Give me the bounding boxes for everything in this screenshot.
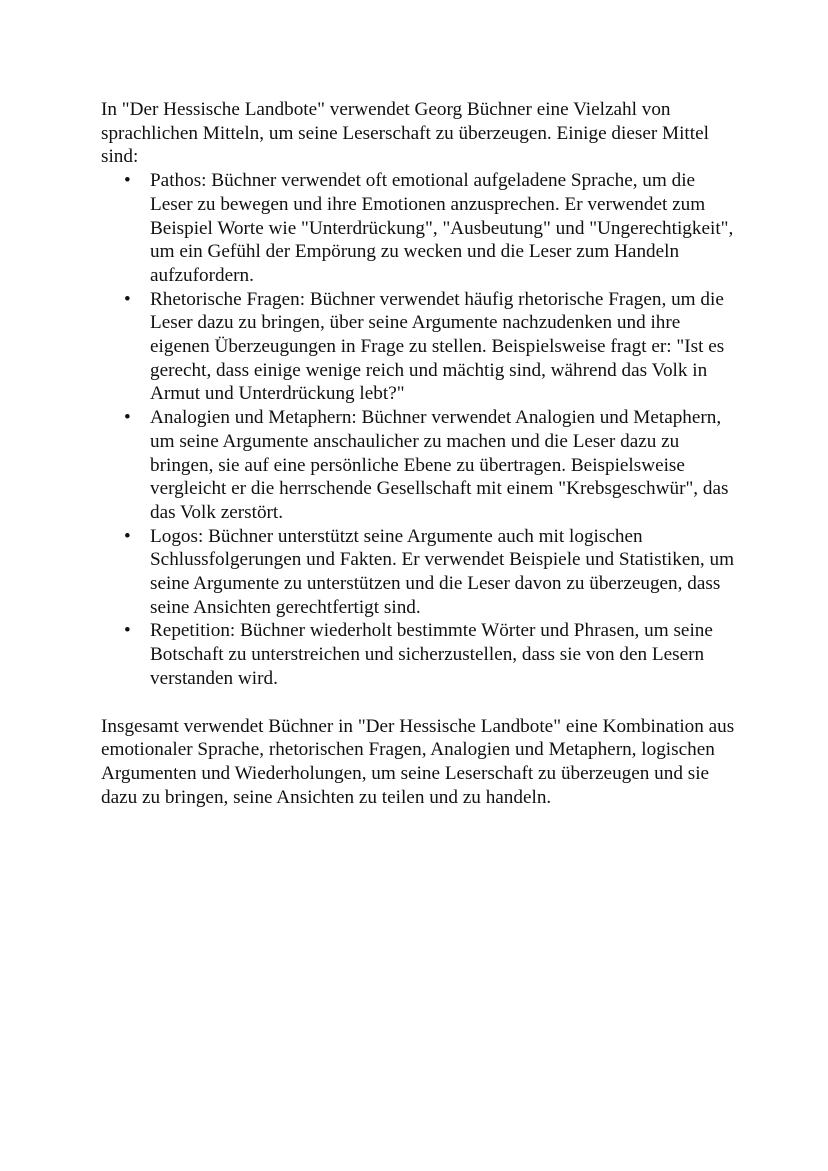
bullet-icon: • bbox=[124, 620, 131, 642]
bullet-icon: • bbox=[124, 170, 131, 192]
conclusion-paragraph: Insgesamt verwendet Büchner in "Der Hessische Landbote" eine Kombination aus emotionaler Sprache, rhetorischen Fragen, Analogien und Metaphern, logischen Argumenten und Wiederholungen, um seine Leserschaft zu überzeugen und sie dazu zu bringen, seine Ansichten zu teilen und zu handeln. bbox=[101, 715, 735, 808]
device-list bbox=[101, 169, 741, 690]
list-item-pathos bbox=[101, 169, 741, 288]
list-item-repetition bbox=[101, 619, 741, 690]
list-item-text: Pathos: Büchner verwendet oft emotional aufgeladene Sprache, um die Leser zu bewegen und ihre Emotionen anzusprechen. Er verwendet zum Beispiel Worte wie "Unterdrückung", "Ausbeutung" und "Ungerechtigkeit", um ein Gefühl der Empörung zu wecken und die Leser zum Handeln aufzufordern. bbox=[150, 170, 734, 286]
list-item-text: Rhetorische Fragen: Büchner verwendet häufig rhetorische Fragen, um die Leser dazu zu bringen, über seine Argumente nachzudenken und ihre eigenen Überzeugungen in Frage zu stellen. Beispielsweise fragt er: "Ist es gerecht, dass einige wenige reich und mächtig sind, während das Volk in Armut und Unterdrückung lebt?" bbox=[150, 288, 725, 405]
list-item-text: Logos: Büchner unterstützt seine Argumente auch mit logischen Schlussfolgerungen und Fakten. Er verwendet Beispiele und Statistiken, um seine Argumente zu unterstützen und die Leser davon zu überzeugen, dass seine Ansichten gerechtfertigt sind. bbox=[150, 525, 735, 618]
list-item-analogies bbox=[101, 406, 741, 525]
paragraph-spacer bbox=[101, 691, 741, 715]
intro-paragraph: In "Der Hessische Landbote" verwendet Georg Büchner eine Vielzahl von sprachlichen Mitteln, um seine Leserschaft zu überzeugen. Einige dieser Mittel sind: bbox=[101, 99, 709, 168]
bullet-icon: • bbox=[124, 525, 131, 547]
bullet-icon: • bbox=[124, 288, 131, 310]
bullet-icon: • bbox=[124, 407, 131, 429]
list-item-text: Analogien und Metaphern: Büchner verwendet Analogien und Metaphern, um seine Argumente anschaulicher zu machen und die Leser dazu zu bringen, sie auf eine persönliche Ebene zu übertragen. Beispielsweise vergleicht er die herrschende Gesellschaft mit einem "Krebsgeschwür", das das Volk zerstört. bbox=[150, 407, 729, 523]
document-page bbox=[101, 98, 741, 809]
list-item-text: Repetition: Büchner wiederholt bestimmte Wörter und Phrasen, um seine Botschaft zu unterstreichen und sicherzustellen, dass sie von den Lesern verstanden wird. bbox=[150, 620, 713, 689]
list-item-rhetorical-questions bbox=[101, 288, 741, 407]
list-item-logos bbox=[101, 525, 741, 620]
